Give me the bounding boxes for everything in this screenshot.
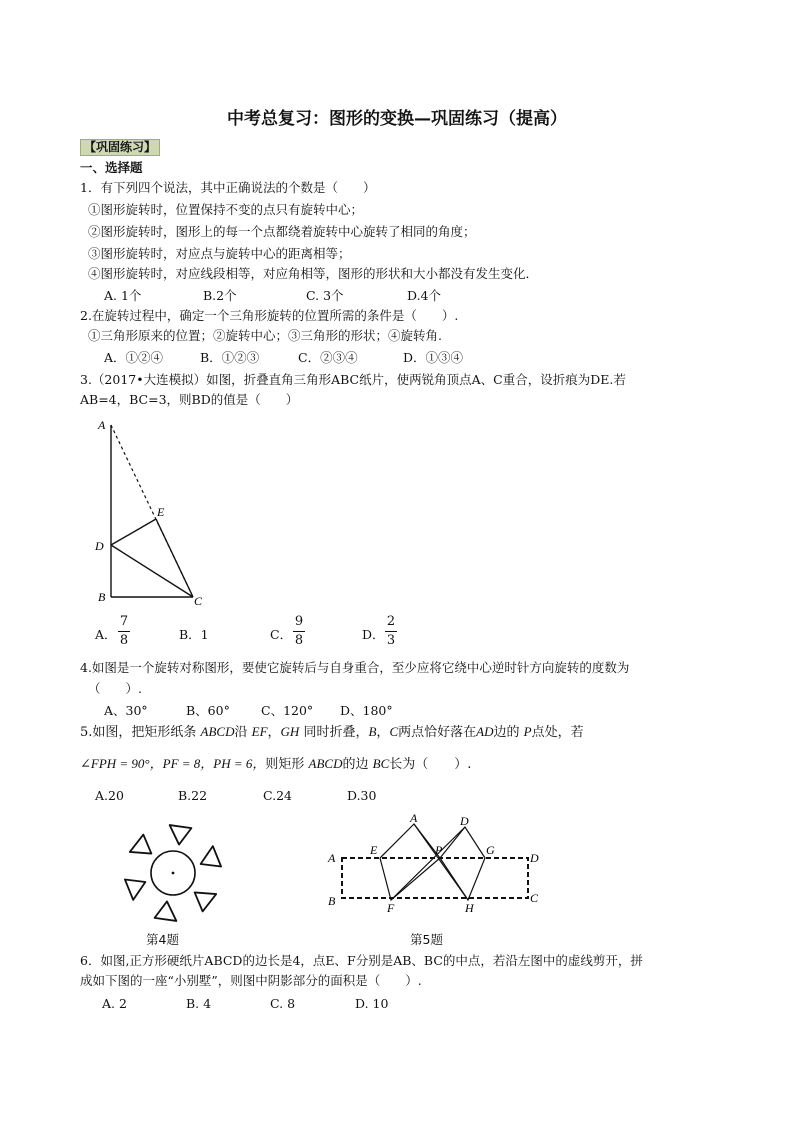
q5-text: 两点恰好落在	[398, 725, 477, 740]
q4-figure-caption: 第4题	[146, 932, 179, 947]
label-d-top: D	[460, 814, 469, 828]
q3-triangle-figure	[90, 415, 220, 610]
label-g: G	[486, 843, 495, 857]
q5-text: 的边	[342, 757, 373, 772]
q3-option-d-fraction	[385, 614, 397, 649]
q1-statement-3: ③图形旋转时，对应点与旋转中心的距离相等；	[88, 246, 351, 261]
fraction-denominator: 8	[294, 633, 304, 648]
q5-text: ，	[267, 725, 281, 740]
label-d-right: D	[530, 851, 539, 865]
pinwheel-triangle	[155, 900, 179, 921]
q5-text: 同时折叠，	[299, 725, 369, 740]
fraction-numerator: 7	[119, 614, 129, 629]
q5-rectangle-figure	[322, 812, 552, 922]
q3-line-2: AB=4，BC=3，则BD的值是（ ）	[80, 392, 299, 407]
center-dot	[172, 872, 175, 875]
q4-option-c: C、120°	[261, 703, 314, 718]
q5-math: GH	[280, 724, 300, 739]
q6-option-d: D. 10	[355, 996, 389, 1011]
q6-option-c: C. 8	[270, 996, 296, 1011]
q5-text: 5.如图，把矩形纸条	[80, 725, 201, 740]
q2-conditions: ①三角形原来的位置；②旋转中心；③三角形的形状；④旋转角.	[88, 328, 442, 343]
q5-option-d: D.30	[347, 788, 377, 803]
label-b: B	[98, 590, 106, 604]
fraction-denominator: 8	[119, 633, 129, 648]
pinwheel-group	[125, 825, 221, 921]
label-a: A	[98, 418, 106, 432]
q5-text: 点处，若	[531, 725, 584, 740]
q4-option-d: D、180°	[340, 703, 393, 718]
label-e: E	[157, 505, 165, 519]
label-c: C	[194, 594, 203, 608]
label-b: B	[328, 894, 336, 908]
rectangle-abcd-dashed	[342, 858, 528, 898]
q5-math: AD	[476, 724, 494, 739]
segment-ph	[414, 824, 468, 900]
q5-option-a: A.20	[95, 788, 124, 803]
q5-math: PH = 6，	[213, 756, 266, 771]
pinwheel-triangle	[188, 883, 216, 911]
q6-line-2: 成如下图的一座“小别墅”，则图中阴影部分的面积是（ ）.	[80, 973, 422, 988]
label-p: P	[435, 843, 443, 857]
label-a-top: A	[410, 812, 418, 825]
q5-math: ABCD	[200, 724, 235, 739]
q5-line-2	[80, 756, 471, 773]
q1-statement-2: ②图形旋转时，图形上的每一个点都绕着旋转中心旋转了相同的角度；	[88, 224, 476, 239]
q2-option-a: A．①②④	[104, 350, 164, 365]
q1-stem: 1．有下列四个说法，其中正确说法的个数是（ ）	[80, 180, 376, 195]
label-d: D	[95, 539, 104, 553]
q5-text: 沿	[234, 725, 252, 740]
label-h: H	[465, 901, 474, 915]
q5-math: C	[389, 724, 399, 739]
segment-de	[111, 519, 156, 545]
fraction-numerator: 2	[386, 614, 396, 629]
label-a-left: A	[328, 851, 336, 865]
q2-stem: 2.在旋转过程中，确定一个三角形旋转的位置所需的条件是（ ）.	[80, 308, 459, 323]
q5-figure-caption: 第5题	[410, 932, 443, 947]
q5-math: ABCD	[308, 756, 343, 771]
label-f: F	[387, 901, 395, 915]
q5-text: 边的	[493, 725, 524, 740]
label-e: E	[370, 843, 378, 857]
q5-math: P	[523, 724, 532, 739]
q3-option-c-label: C．	[270, 627, 293, 642]
q5-option-b: B.22	[178, 788, 208, 803]
q5-math: BC	[372, 756, 390, 771]
q5-text: 则矩形	[265, 757, 309, 772]
right-folded-flap	[440, 827, 485, 900]
pinwheel-triangle	[167, 825, 191, 846]
q5-math: PF = 8，	[162, 756, 214, 771]
pinwheel-triangle	[125, 873, 150, 900]
segment-pf	[391, 827, 465, 900]
q6-line-1: 6．如图,正方形硬纸片ABCD的边长是4，点E、F分别是AB、BC的中点，若沿左图中的虚线剪开，拼	[80, 953, 643, 968]
q6-option-b: B. 4	[186, 996, 212, 1011]
q5-math: ∠FPH = 90°，	[80, 756, 163, 771]
left-folded-flap	[380, 824, 440, 900]
q2-option-c: C．②③④	[298, 350, 358, 365]
fraction-denominator: 3	[386, 633, 396, 648]
page-title: 中考总复习：图形的变换—巩固练习（提高）	[227, 109, 567, 129]
q5-option-c: C.24	[263, 788, 292, 803]
q5-text: 长为（ ）.	[389, 757, 472, 772]
q1-statement-4: ④图形旋转时，对应线段相等，对应角相等，图形的形状和大小都没有发生变化．	[88, 266, 539, 281]
q3-option-d-label: D．	[362, 627, 385, 642]
q3-option-a-fraction	[118, 614, 130, 649]
q1-option-a: A. 1个	[104, 288, 142, 303]
q1-statement-1: ①图形旋转时，位置保持不变的点只有旋转中心；	[88, 202, 364, 217]
q3-option-b: B．1	[179, 627, 209, 642]
q4-line-2: （ ）.	[88, 681, 142, 696]
q5-text: ，	[376, 725, 390, 740]
section-badge: 【巩固练习】	[80, 139, 160, 156]
q6-option-a: A. 2	[102, 996, 127, 1011]
q4-option-a: A、30°	[104, 703, 148, 718]
q1-option-d: D.4个	[407, 288, 442, 303]
q5-math: B	[368, 724, 377, 739]
q3-option-c-fraction	[293, 614, 305, 649]
q4-option-b: B、60°	[186, 703, 230, 718]
section-heading: 一、选择题	[80, 160, 143, 175]
label-c: C	[530, 891, 539, 905]
q3-line-1: 3.（2017•大连模拟）如图，折叠直角三角形ABC纸片，使两锐角顶点A、C重合，设折痕为DE.若	[80, 372, 626, 387]
q5-math: EF	[251, 724, 268, 739]
pinwheel-triangle	[130, 835, 158, 863]
q2-option-b: B．①②③	[200, 350, 260, 365]
pinwheel-triangle	[196, 846, 221, 873]
q4-pinwheel-figure	[118, 818, 228, 928]
q3-option-a-label: A．	[95, 627, 117, 642]
q1-option-b: B.2个	[203, 288, 237, 303]
q2-option-d: D．①③④	[403, 350, 464, 365]
q4-line-1: 4.如图是一个旋转对称图形，要使它旋转后与自身重合，至少应将它绕中心逆时针方向旋转的度数为	[80, 660, 630, 675]
fraction-numerator: 9	[294, 614, 304, 629]
q5-line-1	[80, 724, 584, 741]
q1-option-c: C. 3个	[306, 288, 344, 303]
